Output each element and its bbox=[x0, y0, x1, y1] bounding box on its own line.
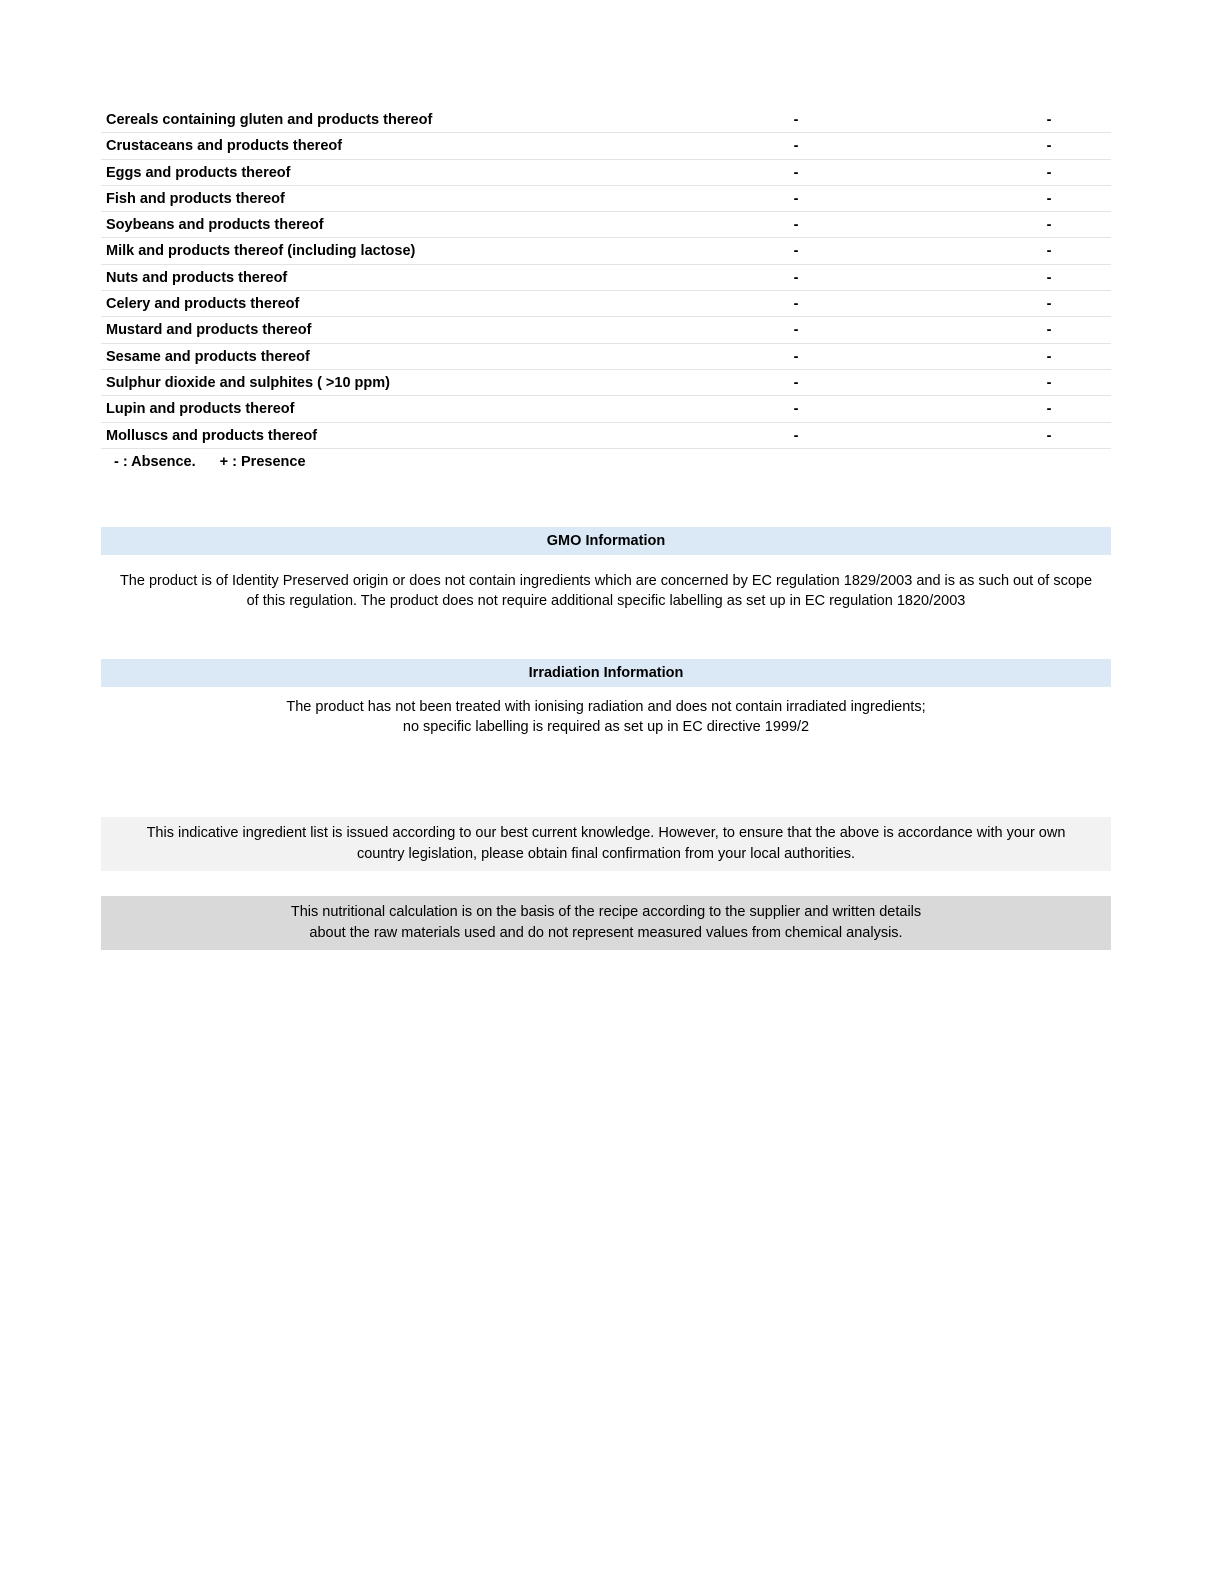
allergen-status-2: - bbox=[1046, 401, 1052, 418]
allergen-row bbox=[101, 212, 1111, 238]
allergen-legend bbox=[114, 454, 306, 470]
allergen-status-1: - bbox=[793, 190, 799, 207]
irradiation-text-line-2: no specific labelling is required as set up in EC directive 1999/2 bbox=[402, 719, 810, 735]
allergen-status-1: - bbox=[793, 217, 799, 234]
allergen-name: Milk and products thereof (including lactose) bbox=[106, 243, 416, 260]
legend-presence: + : Presence bbox=[219, 454, 306, 470]
gmo-header: GMO Information bbox=[101, 527, 1111, 555]
allergen-name: Crustaceans and products thereof bbox=[106, 138, 343, 155]
allergen-status-2: - bbox=[1046, 112, 1052, 128]
allergen-row bbox=[101, 238, 1111, 264]
allergen-status-2: - bbox=[1046, 138, 1052, 155]
allergen-status-1: - bbox=[793, 269, 799, 286]
allergen-name: Lupin and products thereof bbox=[106, 401, 295, 418]
allergen-status-2: - bbox=[1046, 269, 1052, 286]
legend-absence: - : Absence. bbox=[114, 454, 196, 470]
irradiation-text-line-1: The product has not been treated with ionising radiation and does not contain irradiated ingredients; bbox=[286, 699, 926, 715]
irradiation-header: Irradiation Information bbox=[101, 659, 1111, 687]
irradiation-text bbox=[101, 697, 1111, 737]
allergen-name: Mustard and products thereof bbox=[106, 322, 312, 339]
allergen-status-1: - bbox=[793, 164, 799, 181]
allergen-name: Soybeans and products thereof bbox=[106, 217, 324, 234]
nutrition-note-line-1: This nutritional calculation is on the basis of the recipe according to the supplier and written details bbox=[290, 904, 922, 920]
disclaimer-line-2: country legislation, please obtain final confirmation from your local authorities. bbox=[356, 846, 856, 862]
allergen-status-1: - bbox=[793, 322, 799, 339]
allergen-status-1: - bbox=[793, 243, 799, 260]
allergen-name: Sulphur dioxide and sulphites ( >10 ppm) bbox=[106, 374, 390, 391]
nutrition-note-line-2: about the raw materials used and do not represent measured values from chemical analysis. bbox=[309, 925, 903, 941]
allergen-status-2: - bbox=[1046, 217, 1052, 234]
allergen-row bbox=[101, 133, 1111, 159]
allergen-row bbox=[101, 317, 1111, 343]
allergen-name: Sesame and products thereof bbox=[106, 348, 310, 365]
allergen-status-1: - bbox=[793, 427, 799, 444]
allergen-name: Cereals containing gluten and products thereof bbox=[106, 112, 433, 128]
allergen-name: Molluscs and products thereof bbox=[106, 427, 318, 444]
allergen-table bbox=[101, 107, 1111, 449]
gmo-text-line-2: of this regulation. The product does not require additional specific labelling as set up in EC regulation 1820/2003 bbox=[246, 593, 966, 609]
allergen-status-1: - bbox=[793, 112, 799, 128]
allergen-status-1: - bbox=[793, 138, 799, 155]
allergen-status-1: - bbox=[793, 374, 799, 391]
allergen-row bbox=[101, 160, 1111, 186]
allergen-row bbox=[101, 107, 1111, 133]
disclaimer-box bbox=[101, 817, 1111, 871]
allergen-status-2: - bbox=[1046, 348, 1052, 365]
allergen-name: Fish and products thereof bbox=[106, 190, 285, 207]
allergen-name: Eggs and products thereof bbox=[106, 164, 291, 181]
allergen-status-2: - bbox=[1046, 243, 1052, 260]
allergen-row bbox=[101, 291, 1111, 317]
allergen-status-1: - bbox=[793, 348, 799, 365]
nutrition-note-box bbox=[101, 896, 1111, 950]
allergen-status-1: - bbox=[793, 401, 799, 418]
allergen-row bbox=[101, 186, 1111, 212]
allergen-status-2: - bbox=[1046, 322, 1052, 339]
gmo-text-line-1: The product is of Identity Preserved origin or does not contain ingredients which are concerned by EC regulation 1829/2003 and is as such out of scope bbox=[119, 573, 1093, 589]
allergen-status-2: - bbox=[1046, 427, 1052, 444]
allergen-status-1: - bbox=[793, 296, 799, 313]
gmo-text bbox=[101, 571, 1111, 611]
disclaimer-line-1: This indicative ingredient list is issued according to our best current knowledge. However, to ensure that the above is accordance with your own bbox=[146, 825, 1066, 841]
allergen-row bbox=[101, 344, 1111, 370]
allergen-row bbox=[101, 370, 1111, 396]
allergen-status-2: - bbox=[1046, 190, 1052, 207]
allergen-row bbox=[101, 265, 1111, 291]
allergen-name: Celery and products thereof bbox=[106, 296, 300, 313]
allergen-status-2: - bbox=[1046, 374, 1052, 391]
allergen-status-2: - bbox=[1046, 164, 1052, 181]
allergen-row bbox=[101, 423, 1111, 449]
allergen-status-2: - bbox=[1046, 296, 1052, 313]
allergen-row bbox=[101, 396, 1111, 422]
allergen-name: Nuts and products thereof bbox=[106, 269, 288, 286]
